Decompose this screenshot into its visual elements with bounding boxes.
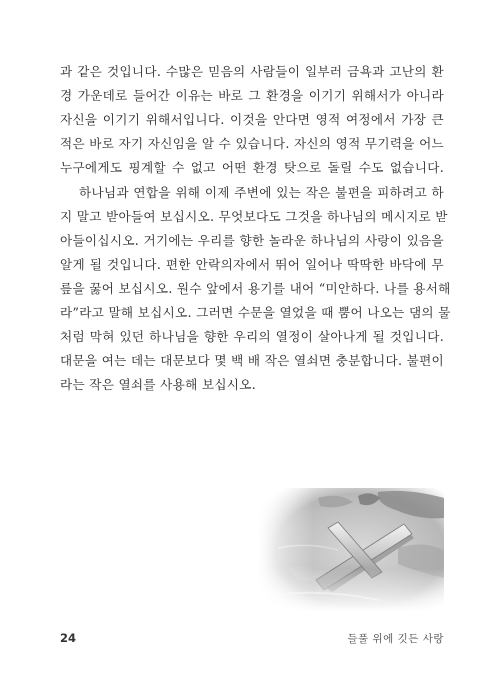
paragraph-1 [60,60,444,180]
page-number: 24 [60,631,77,645]
paragraph-2 [60,181,451,398]
text-line: 아들이십시오. 거기에는 우리를 향한 놀라운 하나님의 사랑이 있음을 [60,232,444,248]
text-line: 지 말고 받아들여 보십시오. 무엇보다도 그것을 하나님의 메시지로 받 [60,208,448,224]
photo-illustration [258,488,444,612]
running-head: 들풀 위에 깃든 사랑 [347,633,444,645]
text-line: 라는 작은 열쇠를 사용해 보십시오. [60,377,257,393]
text-line: 알게 될 것입니다. 편한 안락의자에서 뛰어 일어나 딱딱한 바닥에 무 [60,256,444,272]
text-line: 릎을 꿇어 보십시오. 원수 앞에서 용기를 내어 “미안하다. 나를 용서해 [60,280,451,296]
text-line: 대문을 여는 데는 대문보다 몇 백 배 작은 열쇠면 충분합니다. 불편이 [60,353,444,369]
text-line: 하나님과 연합을 위해 이제 주변에 있는 작은 불편을 피하려고 하 [79,184,444,200]
text-line: 경 가운데로 들어간 이유는 바로 그 환경을 이기기 위해서가 아니라 [60,88,444,104]
text-line: 과 같은 것입니다. 수많은 믿음의 사람들이 일부러 금욕과 고난의 환 [60,64,444,79]
text-line: 처럼 막혀 있던 하나님을 향한 우리의 열정이 살아나게 될 것입니다. [60,329,444,345]
text-line: 자신을 이기기 위해서입니다. 이것을 안다면 영적 여정에서 가장 큰 [60,112,444,128]
text-line: 라”라고 말해 보십시오. 그러면 수문을 열었을 때 뿜어 나오는 댐의 물 [60,304,451,320]
cross-in-sand-photo [258,488,444,612]
text-line: 적은 바로 자기 자신임을 알 수 있습니다. 자신의 영적 무기력을 어느 [60,136,444,152]
text-line: 누구에게도 핑계할 수 없고 어떤 환경 탓으로 돌릴 수도 없습니다. [60,160,444,176]
